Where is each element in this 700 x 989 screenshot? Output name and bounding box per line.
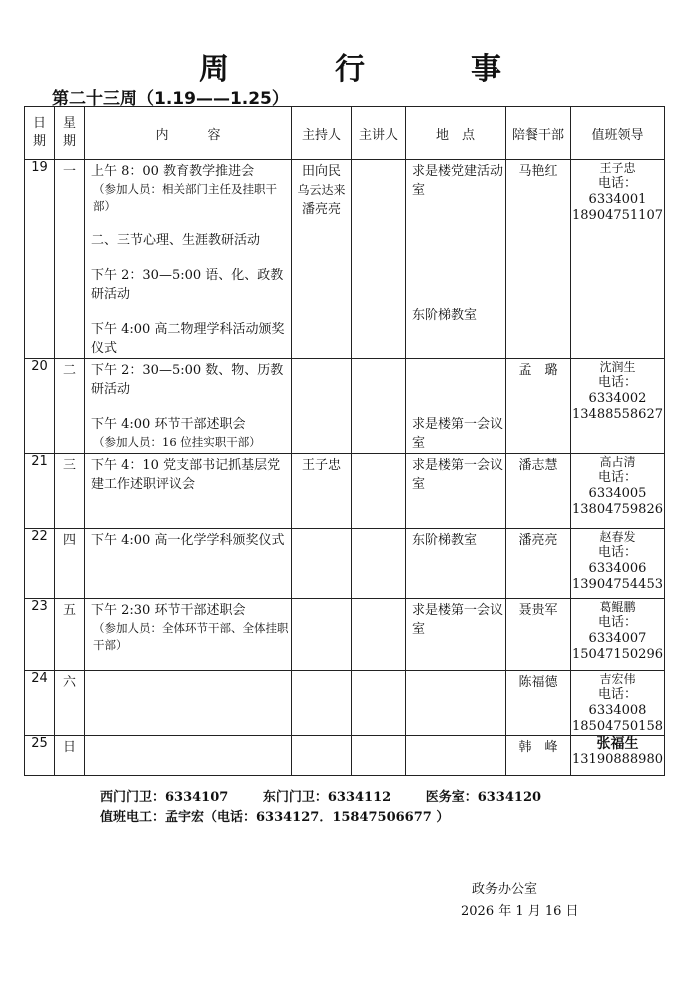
host-cell bbox=[292, 359, 352, 454]
issue-date: 2026 年 1 月 16 日 bbox=[461, 904, 579, 919]
leader-name: 张福生 bbox=[596, 736, 639, 752]
location-text: 求是楼第一会议室 bbox=[412, 603, 504, 637]
table-row bbox=[25, 599, 665, 671]
host-cell bbox=[292, 454, 352, 529]
leader-mobile: 18504750158 bbox=[572, 719, 663, 734]
day-weekday: 六 bbox=[55, 671, 85, 736]
host-cell bbox=[292, 671, 352, 736]
leader-name: 王子忠 bbox=[599, 161, 636, 175]
companion-cell: 潘亮亮 bbox=[506, 529, 571, 599]
leader-name: 赵春发 bbox=[599, 530, 636, 544]
leader-cell bbox=[571, 454, 665, 529]
location-text: 求是楼第一会议室 bbox=[412, 417, 504, 451]
footer-phones bbox=[100, 786, 571, 805]
speaker-cell bbox=[352, 529, 406, 599]
col-host: 主持人 bbox=[292, 107, 352, 160]
leader-phone: 电话：6334002 bbox=[588, 375, 647, 406]
leader-mobile: 13804759826 bbox=[572, 502, 663, 517]
host-cell bbox=[292, 736, 352, 776]
col-leader: 值班领导 bbox=[571, 107, 665, 160]
content-item: 下午 2：30—5:00 语、化、政教研活动 bbox=[91, 268, 284, 302]
content-cell bbox=[85, 736, 292, 776]
week-label: 第二十三周（1.19——1.25） bbox=[52, 89, 289, 109]
clinic-phone: 医务室：6334120 bbox=[425, 790, 542, 805]
location-cell bbox=[406, 454, 506, 529]
day-weekday: 二 bbox=[55, 359, 85, 454]
host-name: 乌云达来 bbox=[297, 183, 346, 197]
host-name: 潘亮亮 bbox=[301, 202, 341, 217]
header-row bbox=[25, 107, 665, 160]
leader-phone: 电话：6334001 bbox=[588, 176, 647, 207]
day-date: 25 bbox=[25, 736, 55, 776]
day-date: 19 bbox=[25, 160, 55, 359]
leader-cell bbox=[571, 599, 665, 671]
leader-mobile: 18904751107 bbox=[572, 208, 663, 223]
content-item: 下午 2:30 环节干部述职会 bbox=[91, 603, 246, 618]
companion-cell: 陈福德 bbox=[506, 671, 571, 736]
location-text: 东阶梯教室 bbox=[412, 533, 478, 548]
speaker-cell bbox=[352, 454, 406, 529]
table-row bbox=[25, 454, 665, 529]
day-weekday: 一 bbox=[55, 160, 85, 359]
leader-phone: 电话：6334005 bbox=[588, 470, 647, 501]
page-title: 周 行 事 bbox=[199, 52, 539, 87]
content-item: 下午 2：30—5:00 数、物、历教研活动 bbox=[91, 363, 284, 397]
host-cell bbox=[292, 160, 352, 359]
speaker-cell bbox=[352, 671, 406, 736]
content-cell bbox=[85, 599, 292, 671]
day-weekday: 日 bbox=[55, 736, 85, 776]
schedule-table bbox=[24, 106, 665, 776]
location-cell bbox=[406, 736, 506, 776]
issuing-office: 政务办公室 bbox=[472, 882, 538, 897]
content-cell bbox=[85, 454, 292, 529]
table-row bbox=[25, 529, 665, 599]
table-row bbox=[25, 160, 665, 359]
day-date: 22 bbox=[25, 529, 55, 599]
leader-cell bbox=[571, 529, 665, 599]
speaker-cell bbox=[352, 160, 406, 359]
east-gate-phone: 东门门卫：6334112 bbox=[262, 790, 392, 805]
day-weekday: 五 bbox=[55, 599, 85, 671]
day-date: 23 bbox=[25, 599, 55, 671]
speaker-cell bbox=[352, 736, 406, 776]
location-cell bbox=[406, 160, 506, 359]
content-item: 二、三节心理、生涯教研活动 bbox=[91, 233, 261, 248]
table-row bbox=[25, 671, 665, 736]
content-item: 上午 8：00 教育教学推进会 bbox=[91, 164, 255, 179]
leader-cell bbox=[571, 359, 665, 454]
day-date: 21 bbox=[25, 454, 55, 529]
leader-name: 高占清 bbox=[599, 455, 636, 469]
content-item: 下午 4:00 高一化学学科颁奖仪式 bbox=[91, 533, 285, 548]
speaker-cell bbox=[352, 359, 406, 454]
day-weekday: 四 bbox=[55, 529, 85, 599]
companion-cell: 聂贵军 bbox=[506, 599, 571, 671]
content-cell bbox=[85, 529, 292, 599]
day-date: 24 bbox=[25, 671, 55, 736]
leader-mobile: 15047150296 bbox=[572, 647, 663, 662]
leader-mobile: 13488558627 bbox=[572, 407, 663, 422]
companion-cell: 潘志慧 bbox=[506, 454, 571, 529]
location-text: 东阶梯教室 bbox=[412, 308, 478, 323]
content-cell bbox=[85, 671, 292, 736]
host-cell bbox=[292, 529, 352, 599]
electrician-line: 值班电工：孟宇宏（电话：6334127．15847506677 ） bbox=[100, 810, 450, 825]
companion-cell: 孟 璐 bbox=[506, 359, 571, 454]
leader-cell bbox=[571, 736, 665, 776]
location-text: 求是楼第一会议室 bbox=[412, 458, 504, 492]
companion-cell: 韩 峰 bbox=[506, 736, 571, 776]
col-companion: 陪餐干部 bbox=[506, 107, 571, 160]
leader-cell bbox=[571, 160, 665, 359]
table-row bbox=[25, 359, 665, 454]
leader-name: 吉宏伟 bbox=[599, 672, 636, 686]
col-speaker: 主讲人 bbox=[352, 107, 406, 160]
content-note: （参加人员：全体环节干部、全体挂职干部） bbox=[93, 621, 289, 652]
companion-cell: 马艳红 bbox=[506, 160, 571, 359]
col-weekday: 星 期 bbox=[55, 107, 85, 160]
content-cell bbox=[85, 359, 292, 454]
content-item: 下午 4:00 高二物理学科活动颁奖仪式 bbox=[91, 322, 285, 356]
col-location: 地 点 bbox=[406, 107, 506, 160]
content-cell bbox=[85, 160, 292, 359]
col-content: 内 容 bbox=[85, 107, 292, 160]
leader-mobile: 13190888980 bbox=[572, 752, 663, 767]
host-name: 田向民 bbox=[301, 164, 341, 179]
day-weekday: 三 bbox=[55, 454, 85, 529]
leader-mobile: 13904754453 bbox=[572, 577, 663, 592]
content-item: 下午 4:00 环节干部述职会 bbox=[91, 417, 246, 432]
leader-phone: 电话：6334008 bbox=[588, 687, 647, 718]
col-date: 日 期 bbox=[25, 107, 55, 160]
host-cell bbox=[292, 599, 352, 671]
location-cell bbox=[406, 671, 506, 736]
west-gate-phone: 西门门卫：6334107 bbox=[100, 790, 229, 805]
table-row bbox=[25, 736, 665, 776]
location-cell bbox=[406, 359, 506, 454]
location-text: 求是楼党建活动室 bbox=[412, 164, 504, 198]
leader-name: 沈润生 bbox=[599, 360, 636, 374]
content-note: （参加人员：16 位挂实职干部） bbox=[93, 435, 261, 449]
leader-cell bbox=[571, 671, 665, 736]
location-cell bbox=[406, 599, 506, 671]
host-name: 王子忠 bbox=[301, 458, 341, 473]
leader-phone: 电话：6334007 bbox=[588, 615, 647, 646]
day-date: 20 bbox=[25, 359, 55, 454]
location-cell bbox=[406, 529, 506, 599]
content-note: （参加人员：相关部门主任及挂职干部） bbox=[93, 182, 277, 213]
leader-name: 葛鲲鹏 bbox=[599, 600, 636, 614]
leader-phone: 电话：6334006 bbox=[588, 545, 647, 576]
content-item: 下午 4：10 党支部书记抓基层党建工作述职评议会 bbox=[91, 458, 281, 492]
speaker-cell bbox=[352, 599, 406, 671]
